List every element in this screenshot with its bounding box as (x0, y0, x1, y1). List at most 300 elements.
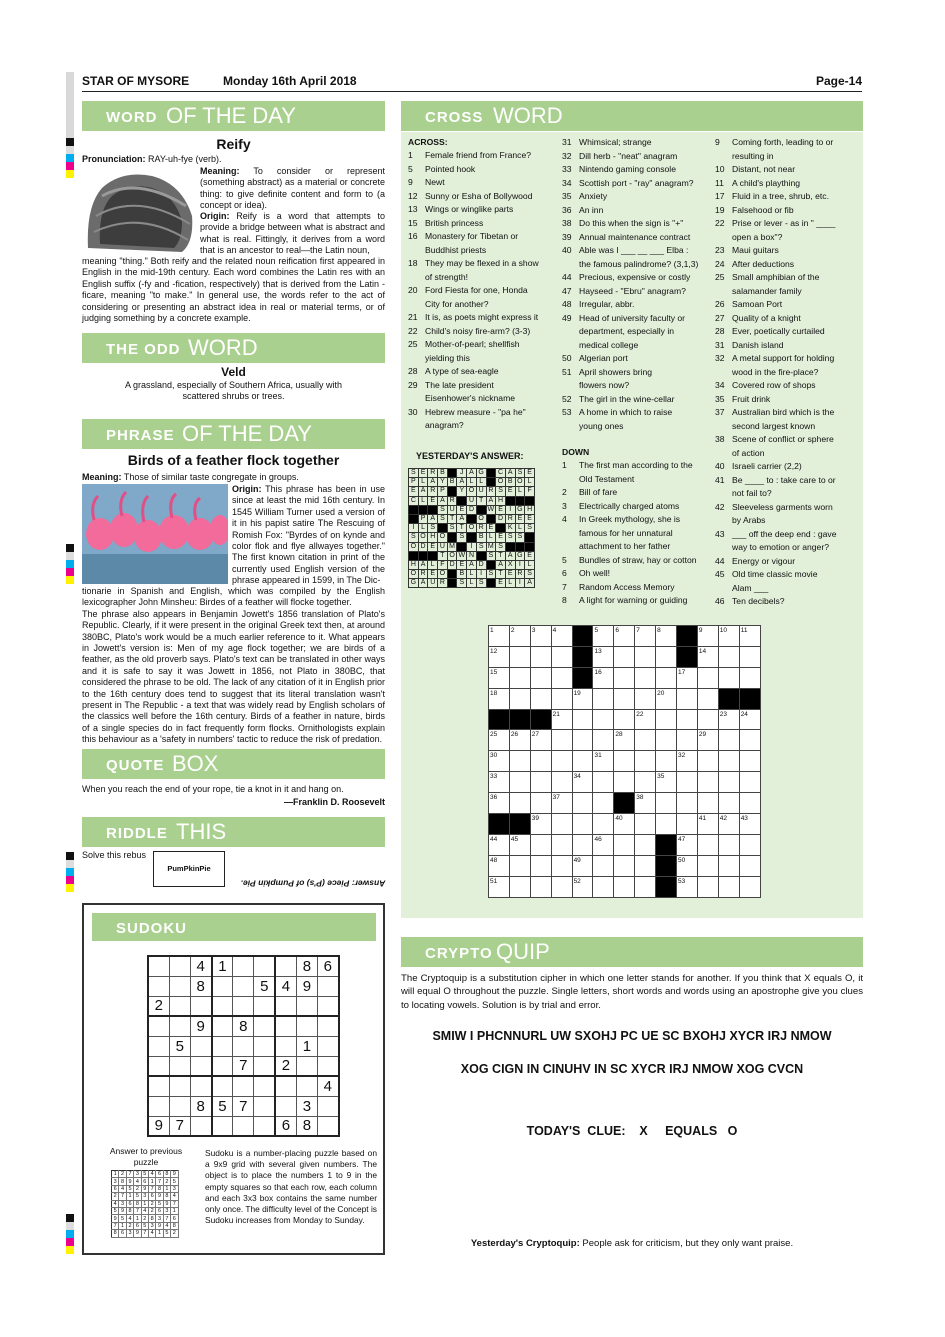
cryptoquip-heading: CRYPTO QUIP (401, 937, 863, 967)
sudoku-cell[interactable] (233, 996, 254, 1016)
sudoku-cell[interactable] (254, 1096, 275, 1116)
crossword-cell[interactable] (530, 688, 551, 709)
crossword-cell[interactable] (551, 667, 572, 688)
crossword-cell[interactable] (739, 834, 760, 855)
crossword-cell[interactable] (593, 709, 614, 730)
clue-line (715, 487, 861, 501)
crossword-cell[interactable]: 51 (489, 876, 510, 897)
crossword-cell[interactable] (509, 855, 530, 876)
answer-letter: I (476, 570, 486, 579)
sudoku-cell[interactable] (318, 1016, 339, 1036)
answer-letter: O (447, 551, 457, 560)
crossword-cell[interactable]: 4 (551, 626, 572, 647)
black-square (509, 814, 530, 835)
crossword-cell[interactable]: 17 (677, 667, 698, 688)
crossword-cell[interactable]: 33 (489, 772, 510, 793)
crossword-cell[interactable] (677, 709, 698, 730)
crossword-cell[interactable]: 47 (677, 834, 698, 855)
answer-cell: 9 (156, 1193, 163, 1200)
crossword-cell[interactable] (718, 855, 739, 876)
crossword-cell[interactable]: 49 (572, 855, 593, 876)
crossword-cell[interactable] (718, 751, 739, 772)
sudoku-cell[interactable] (212, 1056, 233, 1076)
clue-text: salamander family (732, 285, 802, 296)
crossword-cell[interactable] (697, 793, 718, 814)
crossword-cell[interactable] (593, 793, 614, 814)
reify-sculpture-image (82, 166, 196, 254)
clue-line (408, 392, 556, 406)
crossword-cell[interactable] (697, 667, 718, 688)
crossword-cell[interactable] (718, 646, 739, 667)
black-square (656, 834, 677, 855)
answer-cell: 6 (148, 1193, 155, 1200)
crossword-cell[interactable]: 35 (656, 772, 677, 793)
answer-letter: U (476, 487, 486, 496)
sudoku-cell[interactable] (212, 1036, 233, 1056)
crossword-cell[interactable]: 24 (739, 709, 760, 730)
crossword-cell[interactable] (739, 772, 760, 793)
sudoku-cell[interactable] (190, 996, 211, 1016)
clue-line (715, 231, 861, 245)
clue-line (715, 339, 861, 353)
crossword-cell[interactable] (530, 667, 551, 688)
sudoku-cell[interactable] (318, 1036, 339, 1056)
crossword-cell[interactable] (635, 751, 656, 772)
sudoku-cell[interactable] (169, 976, 190, 996)
crossword-cell[interactable] (677, 730, 698, 751)
crossword-cell[interactable]: 48 (489, 855, 510, 876)
crossword-cell[interactable] (551, 876, 572, 897)
clue-line (715, 271, 861, 285)
crossword-cell[interactable]: 50 (677, 855, 698, 876)
cryptoquip-intro: The Cryptoquip is a substitution cipher in which one letter stands for another. If you think that X equals O, it will equal O throughout the puzzle. Single letters, short words and words using an apostrophe give you clues to locating vowels. Solution is by trial and error. (401, 973, 863, 1011)
crossword-cell[interactable] (697, 751, 718, 772)
crossword-cell[interactable] (509, 793, 530, 814)
crossword-cell[interactable]: 16 (593, 667, 614, 688)
crossword-cell[interactable] (530, 772, 551, 793)
crossword-cell[interactable]: 10 (718, 626, 739, 647)
crossword-cell[interactable] (718, 834, 739, 855)
crossword-cell[interactable] (697, 876, 718, 897)
black-square (447, 570, 457, 579)
crossword-cell[interactable] (677, 772, 698, 793)
crossword-cell[interactable]: 46 (593, 834, 614, 855)
answer-letter: E (457, 505, 467, 514)
crossword-cell[interactable] (697, 855, 718, 876)
crossword-cell[interactable]: 5 (593, 626, 614, 647)
crossword-cell[interactable]: 15 (489, 667, 510, 688)
crossword-cell[interactable] (614, 751, 635, 772)
clue-text: Monastery for Tibetan or (425, 231, 519, 241)
crossword-cell[interactable] (593, 876, 614, 897)
crossword-cell[interactable]: 2 (509, 626, 530, 647)
crossword-cell[interactable]: 37 (551, 793, 572, 814)
clue-line (715, 420, 861, 434)
sudoku-cell[interactable] (148, 976, 169, 996)
sudoku-cell[interactable] (233, 956, 254, 976)
crossword-cell[interactable]: 43 (739, 814, 760, 835)
answer-letter: S (457, 579, 467, 588)
crossword-cell[interactable] (509, 646, 530, 667)
crossword-cell[interactable] (509, 772, 530, 793)
sudoku-cell[interactable] (212, 1016, 233, 1036)
quote-text: When you reach the end of your rope, tie a knot in it and hang on. (82, 784, 344, 794)
sudoku-cell: 1 (212, 956, 233, 976)
crossword-cell[interactable]: 6 (614, 626, 635, 647)
crossword-cell[interactable]: 23 (718, 709, 739, 730)
crossword-cell[interactable] (614, 709, 635, 730)
answer-letter: O (409, 542, 419, 551)
sudoku-cell[interactable] (190, 1076, 211, 1096)
crossword-cell[interactable] (635, 876, 656, 897)
crossword-cell[interactable]: 18 (489, 688, 510, 709)
clue-text: second largest known (732, 420, 816, 431)
clue-text: anagram? (425, 420, 464, 430)
crossword-cell[interactable]: 27 (530, 730, 551, 751)
sudoku-cell[interactable] (275, 1076, 296, 1096)
crossword-cell[interactable] (656, 667, 677, 688)
sudoku-cell[interactable] (233, 976, 254, 996)
clue-number: 5 (408, 163, 413, 174)
clue-number: 32 (715, 353, 725, 363)
crossword-heading: CROSS WORD (401, 101, 863, 131)
sudoku-cell[interactable] (190, 1056, 211, 1076)
crossword-cell[interactable] (572, 834, 593, 855)
answer-letter: L (515, 487, 525, 496)
crossword-cell[interactable]: 14 (697, 646, 718, 667)
crossword-cell[interactable] (635, 646, 656, 667)
crossword-cell[interactable]: 36 (489, 793, 510, 814)
answer-cell: 6 (119, 1230, 126, 1237)
crossword-cell[interactable] (635, 814, 656, 835)
sudoku-cell[interactable] (254, 1036, 275, 1056)
crossword-cell[interactable]: 25 (489, 730, 510, 751)
clue-number: 24 (715, 258, 725, 269)
crossword-cell[interactable] (614, 855, 635, 876)
answer-letter: E (428, 496, 438, 505)
answer-letter: U (438, 542, 448, 551)
clue-text: Oh well! (579, 568, 611, 578)
crossword-cell[interactable]: 39 (530, 814, 551, 835)
crossword-cell[interactable] (718, 730, 739, 751)
crossword-cell[interactable]: 19 (572, 688, 593, 709)
crossword-cell[interactable] (635, 855, 656, 876)
crossword-cell[interactable] (656, 730, 677, 751)
crossword-cell[interactable] (614, 772, 635, 793)
sudoku-cell[interactable] (169, 1096, 190, 1116)
crossword-cell[interactable] (593, 688, 614, 709)
crossword-cell[interactable] (551, 646, 572, 667)
crossword-cell[interactable]: 52 (572, 876, 593, 897)
crossword-cell[interactable] (697, 709, 718, 730)
sudoku-cell[interactable] (169, 956, 190, 976)
crossword-cell[interactable]: 45 (509, 834, 530, 855)
crossword-cell[interactable] (677, 688, 698, 709)
crossword-cell[interactable] (739, 793, 760, 814)
sudoku-cell[interactable] (233, 1116, 254, 1136)
clue-number: 40 (715, 461, 725, 471)
crossword-cell[interactable] (530, 855, 551, 876)
crossword-cell[interactable] (718, 876, 739, 897)
sudoku-cell[interactable] (275, 1096, 296, 1116)
crossword-cell[interactable] (509, 688, 530, 709)
sudoku-cell[interactable] (212, 1116, 233, 1136)
crossword-cell[interactable] (697, 834, 718, 855)
sudoku-cell[interactable] (296, 996, 317, 1016)
sudoku-cell[interactable] (169, 1016, 190, 1036)
crossword-cell[interactable] (718, 772, 739, 793)
crossword-cell[interactable] (593, 855, 614, 876)
crossword-cell[interactable] (509, 876, 530, 897)
clue-line (715, 298, 861, 312)
crossword-cell[interactable] (635, 730, 656, 751)
sudoku-cell[interactable] (233, 1036, 254, 1056)
crossword-cell[interactable]: 9 (697, 626, 718, 647)
answer-cell: 9 (126, 1178, 133, 1185)
answer-letter: L (467, 579, 477, 588)
answer-cell: 5 (141, 1171, 148, 1178)
crossword-cell[interactable] (697, 688, 718, 709)
sudoku-cell[interactable] (254, 1076, 275, 1096)
crossword-cell[interactable] (614, 876, 635, 897)
answer-letter: S (447, 524, 457, 533)
sudoku-cell: 4 (190, 956, 211, 976)
answer-letter: A (505, 551, 515, 560)
crossword-cell[interactable]: 38 (635, 793, 656, 814)
answer-cell: 2 (171, 1230, 178, 1237)
sudoku-cell[interactable] (212, 976, 233, 996)
answer-letter: S (457, 533, 467, 542)
crossword-cell[interactable] (739, 751, 760, 772)
sudoku-cell[interactable] (190, 1116, 211, 1136)
answer-cell: 3 (119, 1200, 126, 1207)
crossword-cell[interactable] (551, 814, 572, 835)
clue-line (562, 393, 710, 407)
crossword-cell[interactable] (739, 855, 760, 876)
crossword-cell[interactable] (551, 772, 572, 793)
sudoku-cell[interactable] (296, 1056, 317, 1076)
crossword-cell[interactable]: 32 (677, 751, 698, 772)
black-square (489, 814, 510, 835)
crossword-cell[interactable] (509, 751, 530, 772)
sudoku-cell[interactable] (275, 996, 296, 1016)
crossword-cell[interactable] (656, 793, 677, 814)
crossword-cell[interactable]: 44 (489, 834, 510, 855)
crossword-cell[interactable] (635, 772, 656, 793)
sudoku-cell[interactable] (318, 996, 339, 1016)
crossword-cell[interactable] (635, 667, 656, 688)
crossword-cell[interactable] (697, 772, 718, 793)
crossword-cell[interactable]: 22 (635, 709, 656, 730)
clue-line (715, 393, 861, 407)
crossword-cell[interactable]: 53 (677, 876, 698, 897)
crossword-cell[interactable] (551, 730, 572, 751)
clue-text: Small amphibian of the (732, 272, 820, 282)
crossword-cell[interactable] (593, 730, 614, 751)
crossword-cell[interactable]: 7 (635, 626, 656, 647)
crossword-cell[interactable]: 28 (614, 730, 635, 751)
sudoku-cell[interactable] (275, 1036, 296, 1056)
sudoku-cell[interactable] (318, 1056, 339, 1076)
answer-letter: A (525, 579, 535, 588)
crossword-cell[interactable] (572, 730, 593, 751)
crossword-cell[interactable]: 40 (614, 814, 635, 835)
sudoku-cell[interactable] (254, 1016, 275, 1036)
crossword-cell[interactable]: 11 (739, 626, 760, 647)
sudoku-cell[interactable] (254, 996, 275, 1016)
crossword-cell[interactable] (656, 814, 677, 835)
crossword-cell[interactable] (677, 814, 698, 835)
crossword-cell[interactable] (572, 814, 593, 835)
sudoku-cell[interactable] (148, 1096, 169, 1116)
sudoku-cell[interactable] (169, 996, 190, 1016)
crossword-cell[interactable] (593, 772, 614, 793)
clue-line (715, 258, 861, 272)
crossword-cell[interactable]: 41 (697, 814, 718, 835)
crossword-cell[interactable] (718, 667, 739, 688)
crossword-cell[interactable] (572, 793, 593, 814)
sudoku-cell[interactable] (148, 1056, 169, 1076)
crossword-cell[interactable] (656, 751, 677, 772)
sudoku-cell[interactable] (296, 1016, 317, 1036)
crossword-cell[interactable]: 1 (489, 626, 510, 647)
crossword-cell[interactable] (551, 855, 572, 876)
quote-author: —Franklin D. Roosevelt (283, 797, 385, 807)
crossword-cell[interactable] (593, 814, 614, 835)
answer-letter: B (447, 478, 457, 487)
clue-line (715, 366, 861, 380)
sudoku-cell[interactable] (233, 1076, 254, 1096)
clue-text: Nintendo gaming console (579, 164, 676, 174)
crossword-cell[interactable] (551, 751, 572, 772)
answer-cell: 9 (141, 1185, 148, 1192)
yellow-mark (66, 1246, 74, 1254)
crossword-cell[interactable]: 13 (593, 646, 614, 667)
answer-letter: R (438, 579, 448, 588)
sudoku-cell[interactable] (318, 1096, 339, 1116)
black-mark (66, 852, 74, 860)
sudoku-cell[interactable] (318, 976, 339, 996)
clue-number: 35 (562, 191, 572, 201)
crossword-cell[interactable]: 34 (572, 772, 593, 793)
clue-line (562, 285, 710, 299)
crossword-cell[interactable]: 21 (551, 709, 572, 730)
sudoku-cell[interactable] (212, 1076, 233, 1096)
crossword-cell[interactable] (656, 709, 677, 730)
crossword-cell[interactable] (572, 751, 593, 772)
crossword-cell[interactable]: 26 (509, 730, 530, 751)
crossword-cell[interactable] (739, 646, 760, 667)
crossword-cell[interactable]: 30 (489, 751, 510, 772)
sudoku-cell[interactable] (190, 1036, 211, 1056)
answer-letter: S (438, 505, 448, 514)
sudoku-cell[interactable] (212, 996, 233, 1016)
clue-number: 9 (715, 137, 720, 147)
crossword-cell[interactable] (509, 667, 530, 688)
crossword-cell[interactable] (572, 709, 593, 730)
crossword-cell[interactable] (530, 793, 551, 814)
crossword-cell[interactable]: 8 (656, 626, 677, 647)
crossword-cell[interactable]: 29 (697, 730, 718, 751)
answer-cell: 5 (134, 1193, 141, 1200)
answer-letter: B (476, 533, 486, 542)
clue-text: department, especially in (579, 326, 675, 336)
crossword-cell[interactable] (530, 876, 551, 897)
sudoku-cell[interactable] (169, 1056, 190, 1076)
sudoku-cell[interactable] (254, 956, 275, 976)
crossword-cell[interactable] (614, 834, 635, 855)
clue-text: After deductions (732, 258, 795, 269)
clue-line (408, 217, 556, 231)
clue-line (562, 217, 710, 231)
crossword-cell[interactable] (530, 646, 551, 667)
crossword-cell[interactable] (677, 793, 698, 814)
clue-text: ___ off the deep end : gave (732, 528, 837, 539)
crossword-cell[interactable] (739, 667, 760, 688)
cyan-mark (66, 868, 74, 876)
sudoku-cell[interactable] (318, 1116, 339, 1136)
crossword-cell[interactable] (739, 876, 760, 897)
crossword-cell[interactable] (635, 834, 656, 855)
clue-text: Scene of conflict or sphere (732, 434, 834, 444)
answer-letter: O (438, 570, 448, 579)
clue-text: Old Testament (579, 473, 635, 484)
clue-line (562, 406, 710, 420)
sudoku-cell[interactable] (148, 1076, 169, 1096)
crossword-cell[interactable] (656, 646, 677, 667)
crossword-cell[interactable] (530, 751, 551, 772)
crossword-cell[interactable] (551, 688, 572, 709)
sudoku-cell[interactable] (148, 1016, 169, 1036)
crossword-cell[interactable] (739, 730, 760, 751)
black-square (677, 626, 698, 647)
clue-number: 1 (562, 460, 567, 470)
clue-number: 8 (562, 595, 567, 605)
crossword-cell[interactable] (614, 667, 635, 688)
sudoku-cell[interactable] (275, 956, 296, 976)
crossword-cell[interactable] (718, 793, 739, 814)
crossword-cell[interactable] (635, 688, 656, 709)
sudoku-cell[interactable] (148, 956, 169, 976)
crossword-cell[interactable]: 42 (718, 814, 739, 835)
answer-letter: S (486, 570, 496, 579)
sudoku-cell[interactable] (275, 1016, 296, 1036)
sudoku-cell[interactable] (169, 1076, 190, 1096)
crossword-cell[interactable]: 31 (593, 751, 614, 772)
clue-line (715, 136, 861, 150)
crossword-cell[interactable]: 12 (489, 646, 510, 667)
sudoku-cell[interactable] (148, 1036, 169, 1056)
sudoku-cell[interactable] (254, 1116, 275, 1136)
crossword-cell[interactable]: 3 (530, 626, 551, 647)
answer-letter: R (505, 514, 515, 523)
crossword-cell[interactable] (551, 834, 572, 855)
crossword-cell[interactable] (530, 834, 551, 855)
sudoku-cell[interactable] (296, 1076, 317, 1096)
black-square (572, 626, 593, 647)
black-square (409, 551, 419, 560)
crossword-cell[interactable]: 20 (656, 688, 677, 709)
sudoku-cell[interactable] (254, 1056, 275, 1076)
clue-line (715, 204, 861, 218)
crossword-cell[interactable] (614, 646, 635, 667)
clue-text: Prise or lever - as in " ____ (732, 218, 836, 228)
clue-line (715, 325, 861, 339)
answer-cell: 7 (156, 1178, 163, 1185)
answer-letter: O (476, 514, 486, 523)
answer-letter: S (515, 469, 525, 478)
crossword-cell[interactable] (614, 688, 635, 709)
